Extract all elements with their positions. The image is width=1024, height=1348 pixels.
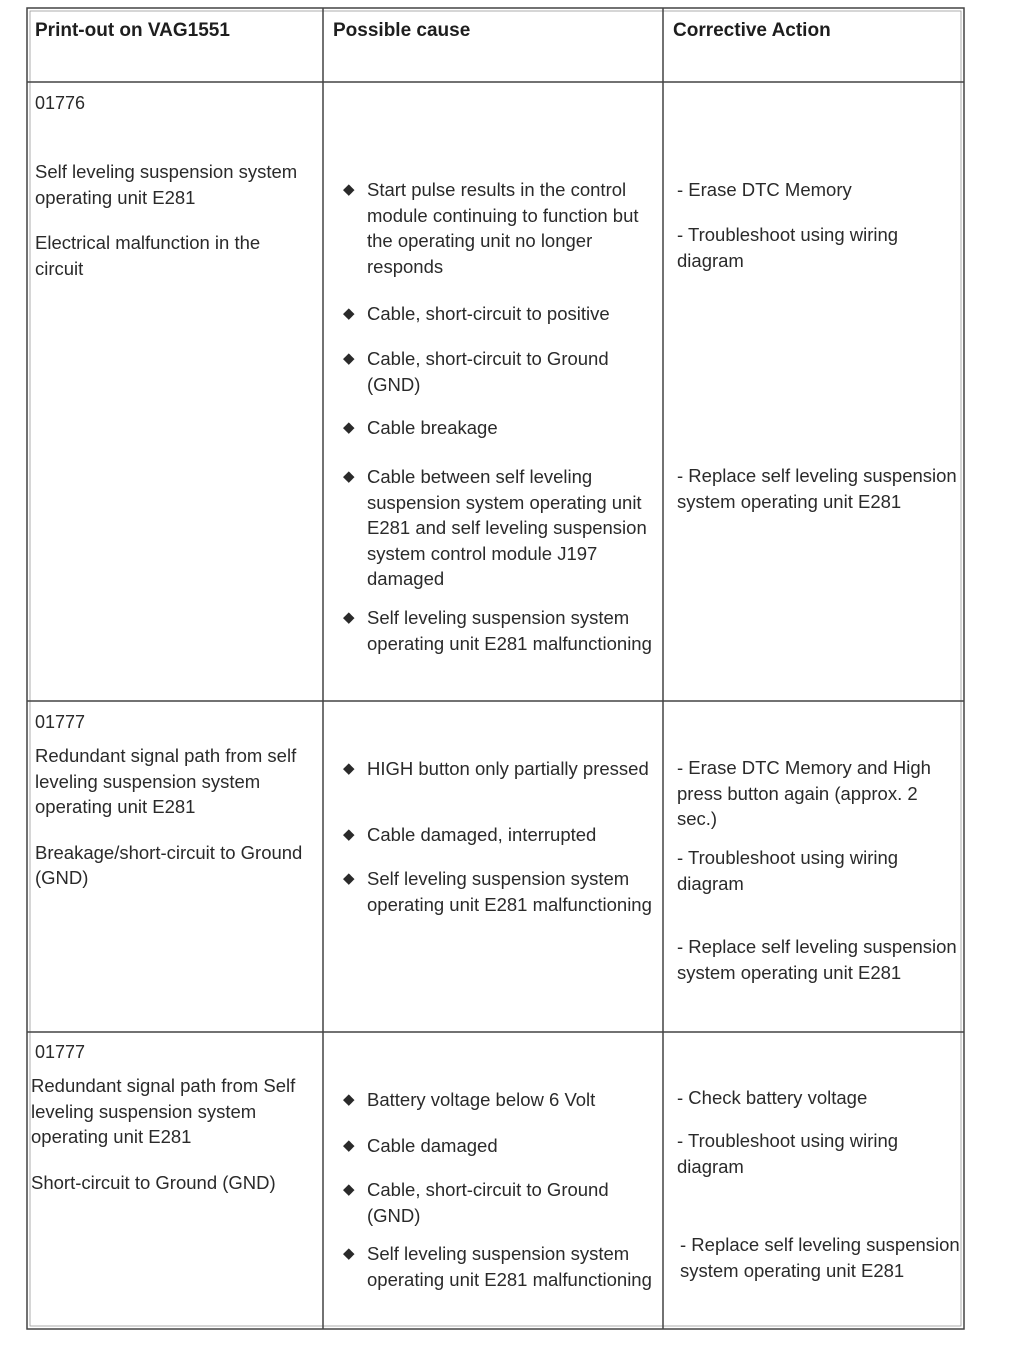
row-1-printout: [35, 93, 310, 281]
dtc-description: Redundant signal path from Self leveling suspension system operating unit E281: [31, 1075, 296, 1147]
dtc-description: Redundant signal path from self leveling suspension system operating unit E281: [35, 745, 297, 817]
corrective-action: - Troubleshoot using wiring diagram: [677, 1130, 899, 1177]
corrective-action: - Replace self leveling suspension system operating unit E281: [677, 465, 957, 512]
dtc-fault-type: Short-circuit to Ground (GND): [31, 1171, 276, 1193]
bullet-diamond-icon: ◆: [343, 870, 355, 887]
dtc-code: 01776: [35, 93, 86, 113]
bullet-diamond-icon: ◆: [343, 1091, 355, 1108]
bullet-diamond-icon: ◆: [343, 1137, 355, 1154]
corrective-action: - Erase DTC Memory: [677, 179, 852, 200]
bullet-diamond-icon: ◆: [343, 826, 355, 843]
corrective-action: - Replace self leveling suspension system operating unit E281: [680, 1234, 960, 1281]
row-2-printout: [35, 712, 310, 891]
corrective-action: - Erase DTC Memory and High press button again (approx. 2 sec.): [677, 757, 931, 829]
bullet-diamond-icon: ◆: [343, 468, 355, 485]
bullet-diamond-icon: ◆: [343, 1245, 355, 1262]
dtc-code: 01777: [35, 1042, 86, 1062]
corrective-action: - Troubleshoot using wiring diagram: [677, 224, 899, 271]
dtc-fault-type: Breakage/short-circuit to Ground (GND): [35, 841, 303, 888]
header-possible-cause: Possible cause: [333, 20, 471, 41]
row-3-printout: [31, 1042, 310, 1195]
corrective-action: - Check battery voltage: [677, 1087, 868, 1108]
dtc-code: 01777: [35, 712, 86, 732]
bullet-diamond-icon: ◆: [343, 419, 355, 436]
dtc-fault-type: Electrical malfunction in the circuit: [35, 232, 261, 279]
corrective-action: - Replace self leveling suspension system operating unit E281: [677, 936, 957, 983]
header-printout: Print-out on VAG1551: [35, 20, 230, 41]
corrective-action: - Troubleshoot using wiring diagram: [677, 847, 899, 894]
bullet-diamond-icon: ◆: [343, 609, 355, 626]
bullet-diamond-icon: ◆: [343, 350, 355, 367]
bullet-diamond-icon: ◆: [343, 305, 355, 322]
bullet-diamond-icon: ◆: [343, 1181, 355, 1198]
header-corrective-action: Corrective Action: [673, 20, 831, 41]
bullet-diamond-icon: ◆: [343, 181, 355, 198]
dtc-description: Self leveling suspension system operating unit E281: [35, 161, 298, 208]
bullet-diamond-icon: ◆: [343, 760, 355, 777]
